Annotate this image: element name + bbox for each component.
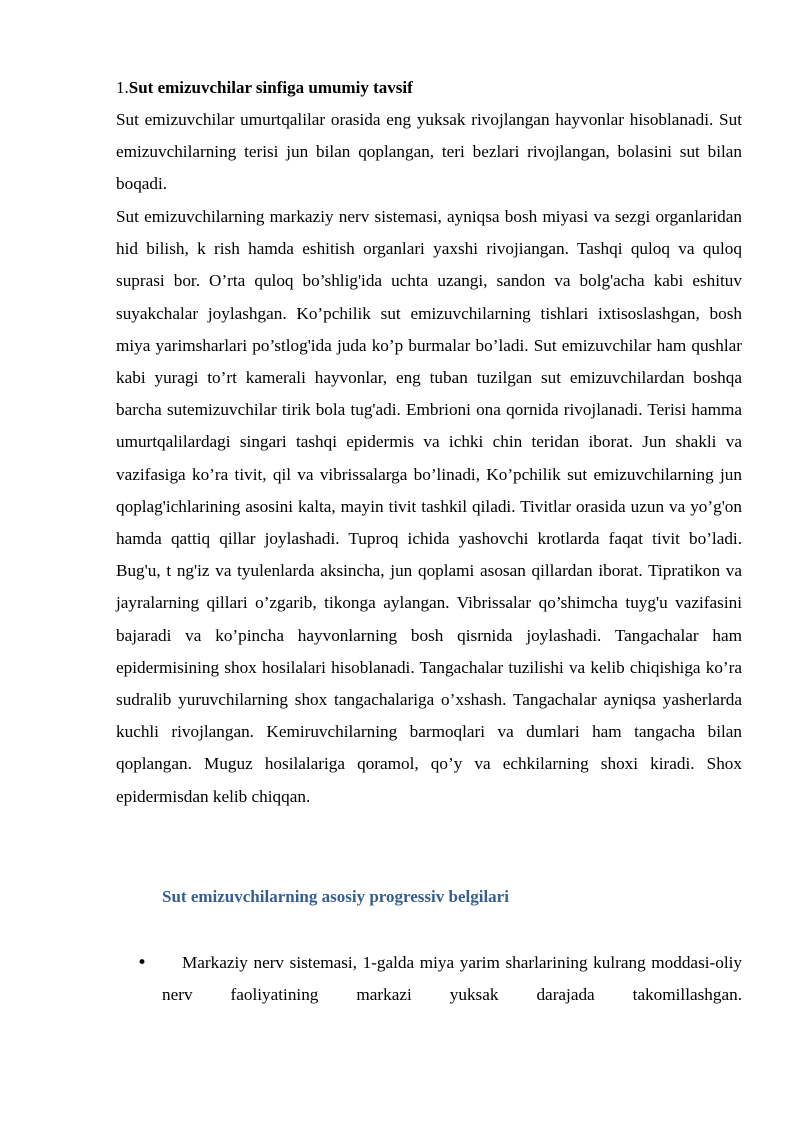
section-title: Sut emizuvchilar sinfiga umumiy tavsif (128, 78, 413, 97)
paragraph-main: Sut emizuvchilarning markaziy nerv sistemasi, ayniqsa bosh miyasi va sezgi organlaridan hid bilish, k rish hamda eshitish organlari yaxshi rivojiangan. Tashqi quloq va quloq suprasi bor. O’rta quloq bo’shlig'ida uchta uzangi, sandon va bolg'acha kabi eshituv suyakchalar joylashgan. Ko’pchilik sut emizuvchilarning tishlari ixtisoslashgan, bosh miya yarimsharlari po’stlog'ida juda ko’p burmalar bo’ladi. Sut emizuvchilar ham qushlar kabi yuragi to’rt kamerali hayvonlar, eng tuban tuzilgan sut emizuvchilardan boshqa barcha sutemizuvchilar tirik bola tug'adi. Embrioni ona qornida rivojlanadi. Terisi hamma umurtqalilardagi singari tashqi epidermis va ichki chin teridan iborat. Jun shakli va vazifasiga ko’ra tivit, qil va vibrissalarga bo’linadi, Ko’pchilik sut emizuvchilarning jun qoplag'ichlarining asosini kalta, mayin tivit tashkil qiladi. Tivitlar orasida uzun va yo’g'on hamda qattiq qillar joylashadi. Tuproq ichida yashovchi krotlarda faqat tivit bo’ladi. Bug'u, t ng'iz va tyulenlarda aksincha, jun qoplami asosan qillardan iborat. Tipratikon va jayralarning qillari o’zgarib, tikonga aylangan. Vibrissalar qo’shimcha tuyg'u vazifasini bajaradi va ko’pincha hayvonlarning bosh qisrnida joylashadi. Tangachalar ham epidermisining shox hosilalari hisoblanadi. Tangachalar tuzilishi va kelib chiqishiga ko’ra sudralib yuruvchilarning shox tangachalariga o’xshash. Tangachalar ayniqsa yasherlarda kuchli rivojlangan. Kemiruvchilarning barmoqlari va dumlari ham tangacha bilan qoplangan. Muguz hosilalariga qoramol, qo’y va echkilarning shoxi kiradi. Shox epidermisdan kelib chiqqan. (116, 207, 742, 806)
paragraph-intro: Sut emizuvchilar umurtqalilar orasida eng yuksak rivojlangan hayvonlar hisoblanadi. Sut emizuvchilarning terisi jun bilan qoplangan, teri bezlari rivojlangan, bolasini sut bilan boqadi. (116, 110, 742, 194)
section-heading (116, 76, 742, 100)
subheading: Sut emizuvchilarning asosiy progressiv belgilari (162, 887, 509, 906)
bullet-icon: • (137, 953, 148, 973)
section-number: 1. (116, 78, 129, 97)
bullet-text (162, 947, 742, 1011)
bullet-text-content: Markaziy nerv sistemasi, 1-galda miya yarim sharlarining kulrang moddasi-oliy nerv faoliyatining markazi yuksak darajada takomillashgan. (162, 953, 742, 1005)
